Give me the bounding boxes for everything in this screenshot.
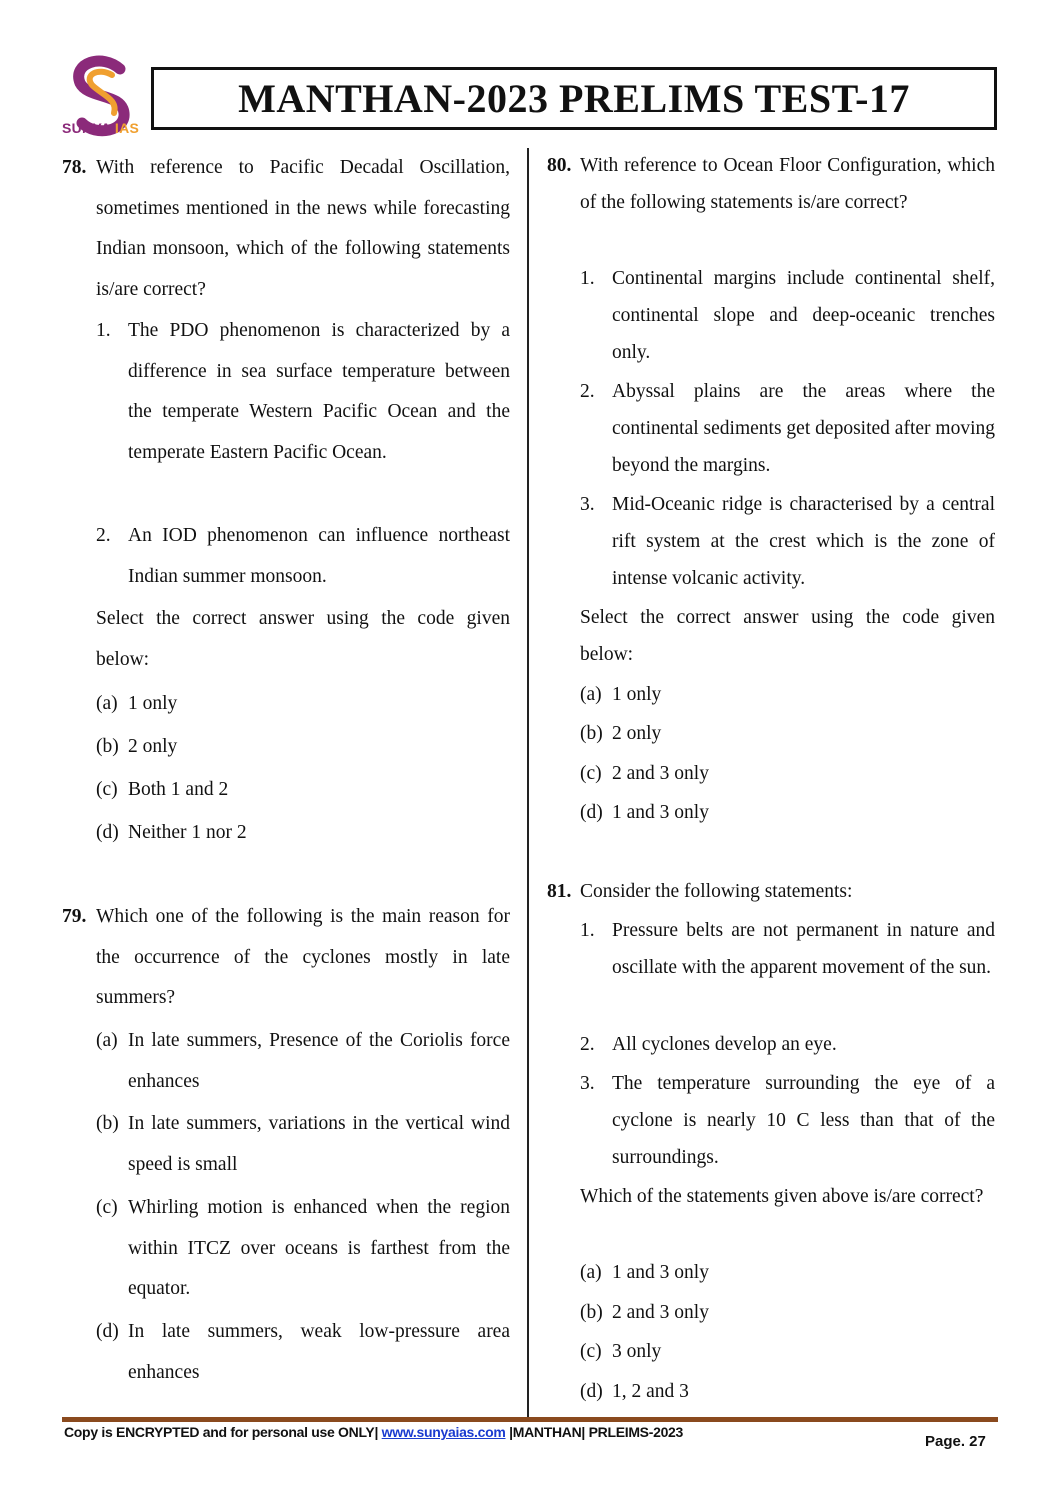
option-label: (d) bbox=[96, 822, 119, 843]
option-label: (a) bbox=[96, 693, 118, 714]
answer-prompt: Select the correct answer using the code given below: bbox=[96, 608, 510, 670]
option-label: (b) bbox=[96, 736, 119, 757]
statement-text: All cyclones develop an eye. bbox=[612, 1034, 837, 1055]
option-text: 2 and 3 only bbox=[612, 763, 709, 784]
answer-prompt: Select the correct answer using the code given below: bbox=[580, 607, 995, 665]
option-text: 1 and 3 only bbox=[612, 802, 709, 823]
option-text: 1 only bbox=[612, 684, 662, 705]
statement-number: 1. bbox=[580, 920, 595, 941]
option-label: (a) bbox=[580, 684, 602, 705]
option-text: Neither 1 nor 2 bbox=[128, 822, 247, 843]
option-text: In late summers, Presence of the Coriolis force enhances bbox=[128, 1030, 510, 1092]
statement-number: 3. bbox=[580, 494, 595, 515]
title-box bbox=[151, 67, 997, 130]
question-stem: Which one of the following is the main reason for the occurrence of the cyclones mostly in late summers? bbox=[96, 906, 510, 1009]
option-label: (a) bbox=[580, 1262, 602, 1283]
option-text: 2 only bbox=[612, 723, 662, 744]
option-text: 2 only bbox=[128, 736, 178, 757]
statement-text: The temperature surrounding the eye of a cyclone is nearly 10 C less than that of the surroundings. bbox=[612, 1073, 995, 1168]
logo-text bbox=[62, 120, 139, 136]
statement-number: 2. bbox=[580, 381, 595, 402]
footer-text-b: |MANTHAN| PRLEIMS-2023 bbox=[505, 1424, 684, 1440]
option-text: Whirling motion is enhanced when the region within ITCZ over oceans is farthest from the equator. bbox=[128, 1197, 510, 1300]
option-label: (d) bbox=[580, 802, 603, 823]
option-label: (d) bbox=[96, 1321, 119, 1342]
option-label: (b) bbox=[580, 1302, 603, 1323]
option-label: (a) bbox=[96, 1030, 118, 1051]
statement-number: 2. bbox=[96, 525, 111, 546]
logo-text-b: IAS bbox=[114, 120, 140, 136]
option-text: 1 only bbox=[128, 693, 178, 714]
question-stem: With reference to Ocean Floor Configuration, which of the following statements is/are correct? bbox=[580, 155, 995, 213]
option-text: 2 and 3 only bbox=[612, 1302, 709, 1323]
column-divider bbox=[527, 148, 529, 1418]
statement-text: Abyssal plains are the areas where the continental sediments get deposited after moving beyond the margins. bbox=[612, 381, 995, 476]
statement-text: Mid-Oceanic ridge is characterised by a central rift system at the crest which is the zone of intense volcanic activity. bbox=[612, 494, 995, 589]
statement-number: 1. bbox=[580, 268, 595, 289]
logo-text-a: SUNYA bbox=[62, 120, 111, 136]
website-link[interactable]: www.sunyaias.com bbox=[381, 1424, 506, 1440]
statement-text: Pressure belts are not permanent in nature and oscillate with the apparent movement of the sun. bbox=[612, 920, 995, 978]
question-stem: With reference to Pacific Decadal Oscillation, sometimes mentioned in the news while forecasting Indian monsoon, which of the following statements is/are correct? bbox=[96, 157, 510, 300]
question-number: 80. bbox=[547, 155, 572, 176]
option-label: (c) bbox=[96, 779, 118, 800]
option-text: In late summers, variations in the vertical wind speed is small bbox=[128, 1113, 510, 1175]
question-number: 79. bbox=[62, 906, 87, 927]
option-text: 3 only bbox=[612, 1341, 662, 1362]
question-number: 78. bbox=[62, 157, 87, 178]
statement-number: 3. bbox=[580, 1073, 595, 1094]
statement-text: The PDO phenomenon is characterized by a difference in sea surface temperature between the temperate Western Pacific Ocean and the temperate Eastern Pacific Ocean. bbox=[128, 320, 510, 463]
footer-text bbox=[64, 1424, 683, 1440]
option-text: 1 and 3 only bbox=[612, 1262, 709, 1283]
option-label: (b) bbox=[580, 723, 603, 744]
option-text: Both 1 and 2 bbox=[128, 779, 229, 800]
statement-text: An IOD phenomenon can influence northeast Indian summer monsoon. bbox=[128, 525, 510, 587]
option-label: (c) bbox=[96, 1197, 118, 1218]
option-label: (b) bbox=[96, 1113, 119, 1134]
statement-text: Continental margins include continental shelf, continental slope and deep-oceanic trenches only. bbox=[612, 268, 995, 363]
question-stem: Consider the following statements: bbox=[580, 881, 853, 902]
option-label: (d) bbox=[580, 1381, 603, 1402]
answer-prompt: Which of the statements given above is/are correct? bbox=[580, 1186, 984, 1207]
page-number: Page. 27 bbox=[925, 1433, 986, 1450]
page-title: MANTHAN-2023 PRELIMS TEST-17 bbox=[238, 76, 910, 121]
option-label: (c) bbox=[580, 1341, 602, 1362]
option-label: (c) bbox=[580, 763, 602, 784]
statement-number: 1. bbox=[96, 320, 111, 341]
footer-rule bbox=[62, 1417, 998, 1422]
question-number: 81. bbox=[547, 881, 572, 902]
footer-text-a: Copy is ENCRYPTED and for personal use ONLY| bbox=[64, 1424, 382, 1440]
statement-number: 2. bbox=[580, 1034, 595, 1055]
option-text: 1, 2 and 3 bbox=[612, 1381, 689, 1402]
option-text: In late summers, weak low-pressure area enhances bbox=[128, 1321, 510, 1383]
